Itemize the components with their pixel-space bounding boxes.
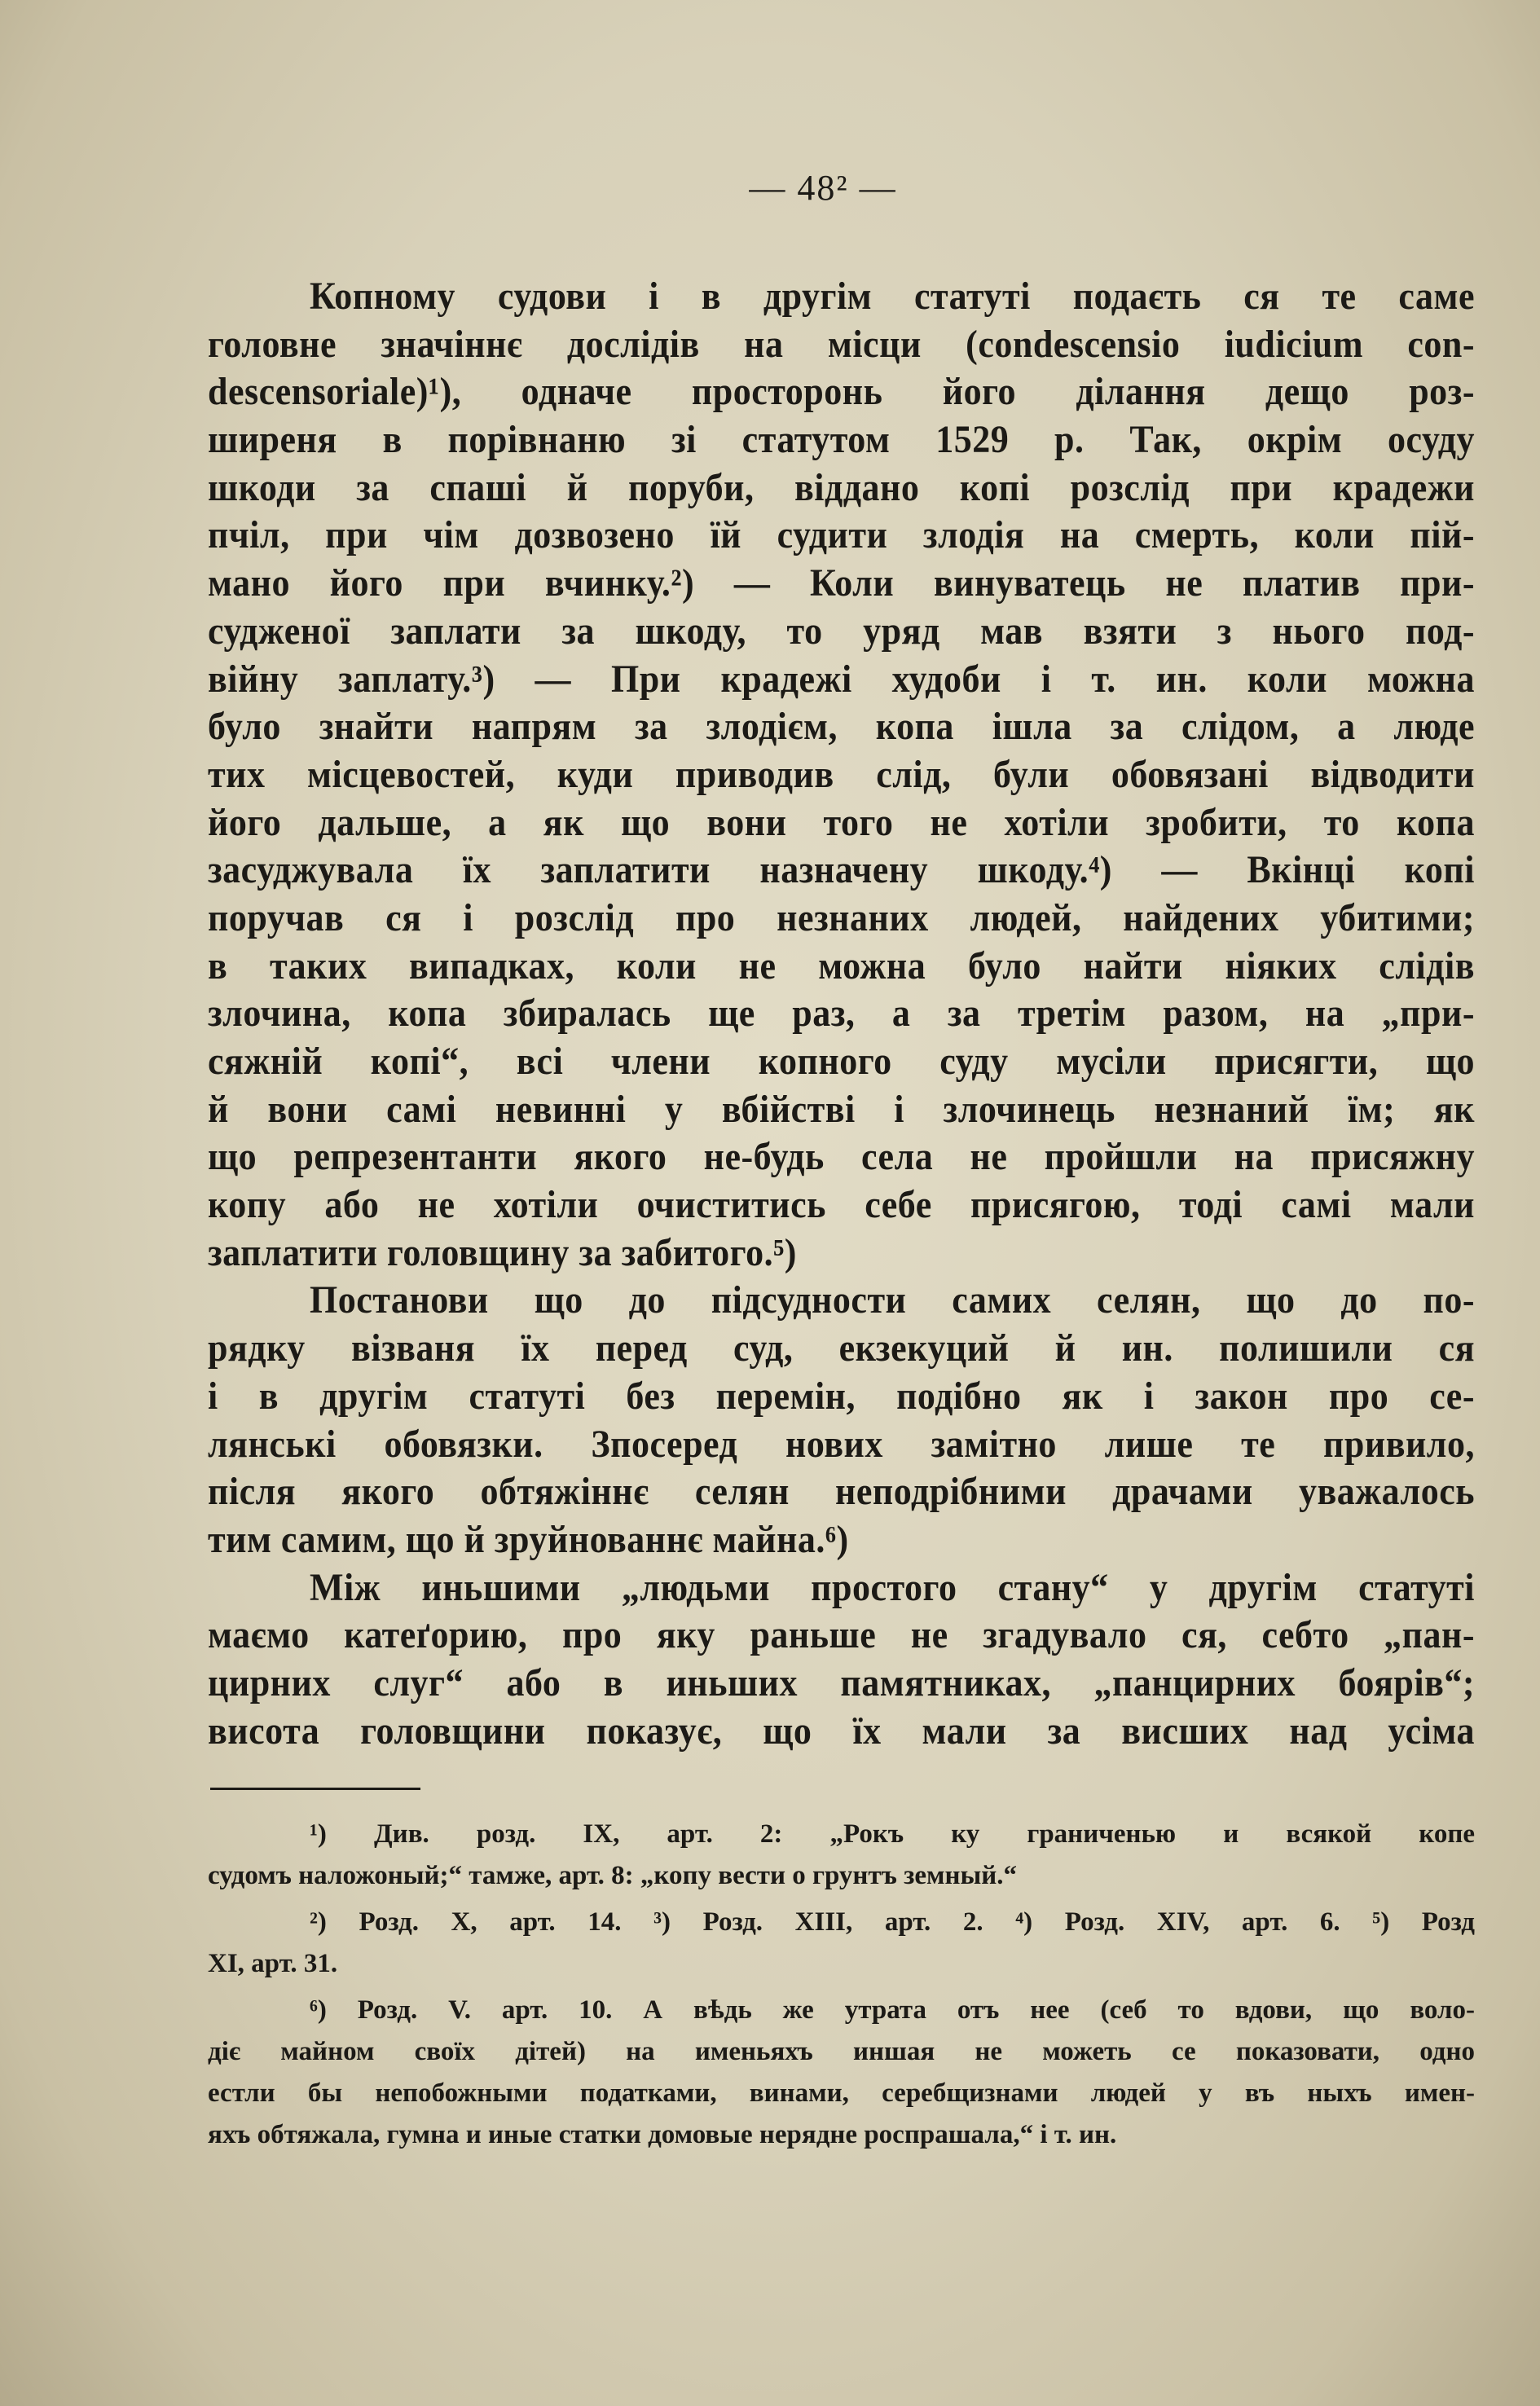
footnote-line: судомъ наложоный;“ тамже, арт. 8: „копу вести о грунтъ земный.“ bbox=[208, 1861, 1018, 1890]
footnote bbox=[208, 1902, 1475, 1985]
text-line: лянські обовязки. Зпосеред нових замітно лише те привило, bbox=[208, 1422, 1475, 1466]
text-line: descensoriale)¹), одначе просторонь його ділання дещо роз- bbox=[208, 370, 1475, 414]
text-line: пчіл, при чім дозвозено їй судити злодія на смерть, коли пій- bbox=[208, 513, 1475, 557]
paragraph bbox=[208, 1277, 1475, 1564]
body-text bbox=[208, 273, 1475, 1755]
paragraph bbox=[208, 1564, 1475, 1756]
text-line: що репрезентанти якого не-будь села не пройшли на присяжну bbox=[208, 1135, 1475, 1179]
text-line: тих місцевостей, куди приводив слід, були обовязані відводити bbox=[208, 752, 1475, 796]
text-line: в таких випадках, коли не можна було найти ніяких слідів bbox=[208, 943, 1475, 987]
text-line: сяжній копі“, всі члени копного суду мусіли присягти, що bbox=[208, 1039, 1475, 1083]
footnote-line: діє майном своїх дітей) на именьяхъ иншая не можеть се показовати, одно bbox=[208, 2037, 1475, 2066]
footnote bbox=[208, 1814, 1475, 1897]
text-line: Між иньшими „людьми простого стану“ у другім статуті bbox=[310, 1565, 1475, 1609]
text-line: злочина, копа збиралась ще раз, а за третім разом, на „при- bbox=[208, 992, 1475, 1036]
text-line: маємо катеґорию, про яку раньше не згадувало ся, себто „пан- bbox=[208, 1613, 1475, 1657]
text-line: після якого обтяжіннє селян неподрібними драчами уважалось bbox=[208, 1470, 1475, 1514]
text-line: копу або не хотіли очиститись себе присягою, тоді самі мали bbox=[208, 1183, 1475, 1226]
footnote-divider bbox=[210, 1788, 420, 1790]
paragraph bbox=[208, 273, 1475, 1277]
text-line: ширеня в порівнаню зі статутом 1529 р. Так, окрім осуду bbox=[208, 418, 1475, 461]
text-line: Копному судови і в другім статуті подаєть ся те саме bbox=[310, 274, 1475, 318]
footnote-line: ⁶) Розд. V. арт. 10. А вѣдь же утрата отъ нее (себ то вдови, що воло- bbox=[310, 1995, 1475, 2025]
text-line: судженої заплати за шкоду, то уряд мав взяти з нього под- bbox=[208, 609, 1475, 653]
text-line: й вони самі невинні у вбійстві і злочинець незнаний їм; як bbox=[208, 1087, 1475, 1131]
text-line: головне значіннє дослідів на місци (condescensio iudicium con- bbox=[208, 322, 1475, 366]
text-line: поручав ся і розслід про незнаних людей, найдених убитими; bbox=[208, 895, 1475, 939]
text-line: заплатити головщину за забитого.⁵) bbox=[208, 1230, 797, 1274]
text-line: війну заплату.³) — При крадежі худоби і т. ин. коли можна bbox=[208, 657, 1475, 701]
footnotes bbox=[208, 1814, 1475, 2156]
footnote-line: яхъ обтяжала, гумна и иные статки домовые нерядне роспрашала,“ і т. ин. bbox=[208, 2120, 1117, 2149]
text-line: тим самим, що й зруйнованнє майна.⁶) bbox=[208, 1517, 849, 1561]
footnote-line: естли бы непобожными податками, винами, серебщизнами людей у въ ныхъ имен- bbox=[208, 2078, 1475, 2108]
footnote-line: XI, арт. 31. bbox=[208, 1949, 338, 1978]
text-line: мано його при вчинку.²) — Коли винуватець не платив при- bbox=[208, 561, 1475, 605]
page-number: — 48² — bbox=[749, 168, 897, 208]
text-line: шкоди за спаші й поруби, віддано копі розслід при крадежи bbox=[208, 465, 1475, 509]
text-line: засуджувала їх заплатити назначену шкоду.⁴) — Вкінці копі bbox=[208, 848, 1475, 892]
footnote bbox=[208, 1990, 1475, 2156]
text-line: його дальше, а як що вони того не хотіли зробити, то копа bbox=[208, 800, 1475, 844]
text-line: рядку візваня їх перед суд, екзекуций й ин. полишили ся bbox=[208, 1326, 1475, 1370]
footnote-line: ¹) Див. розд. IX, арт. 2: „Рокъ ку граниченью и всякой копе bbox=[310, 1819, 1475, 1849]
footnote-line: ²) Розд. X, арт. 14. ³) Розд. XIII, арт. 2. ⁴) Розд. XIV, арт. 6. ⁵) Розд bbox=[310, 1907, 1475, 1937]
text-line: висота головщини показує, що їх мали за висших над усіма bbox=[208, 1709, 1475, 1753]
text-line: цирних слуг“ або в иньших памятниках, „панцирних боярів“; bbox=[208, 1660, 1475, 1704]
text-line: Постанови що до підсудности самих селян, що до по- bbox=[310, 1278, 1475, 1322]
text-line: і в другім статуті без перемін, подібно як і закон про се- bbox=[208, 1374, 1475, 1418]
text-line: було знайти напрям за злодієм, копа ішла за слідом, а люде bbox=[208, 705, 1475, 749]
